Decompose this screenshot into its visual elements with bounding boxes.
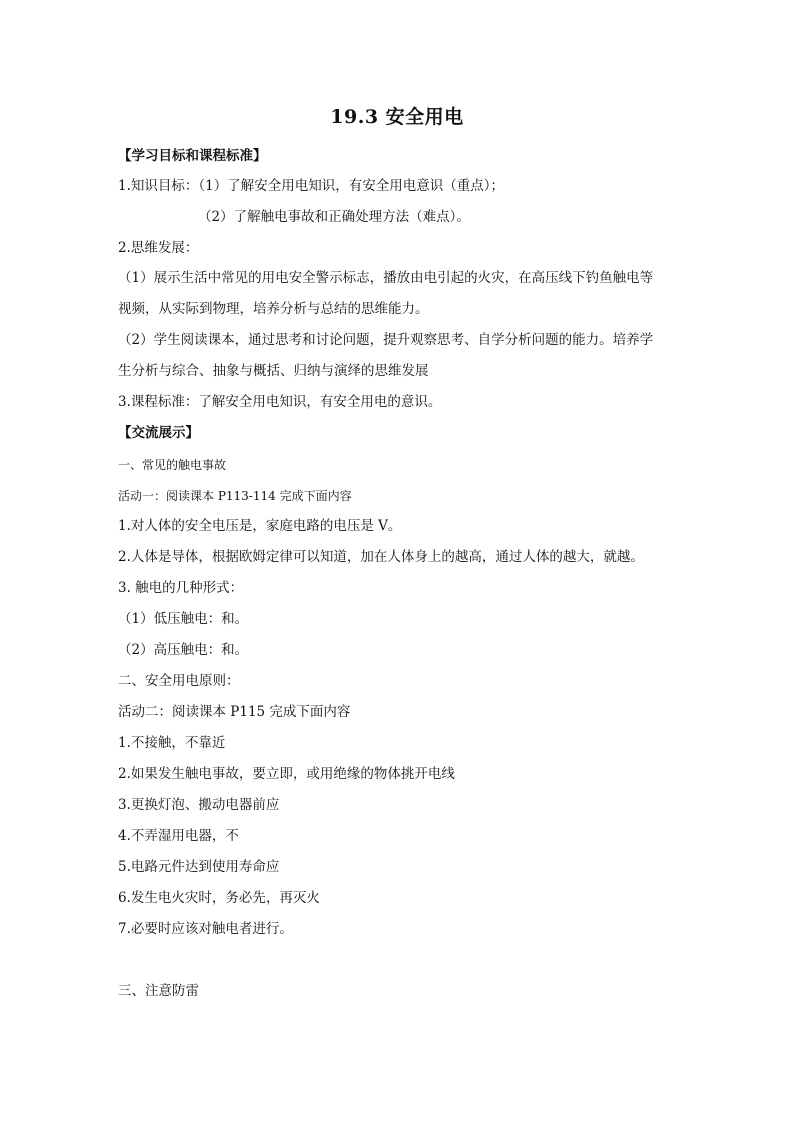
objectives-heading: 【学习目标和课程标准】 <box>118 148 267 164</box>
thinking-paragraph-1-line-1: （1）展示生活中常见的用电安全警示标志，播放由电引起的火灾，在高压线下钓鱼触电等 <box>118 270 654 286</box>
thinking-paragraph-2-line-2: 生分析与综合、抽象与概括、归纳与演绎的思维发展 <box>118 363 429 379</box>
thinking-paragraph-1-line-2: 视频，从实际到物理，培养分析与总结的思维能力。 <box>118 301 429 317</box>
knowledge-goal-2: （2）了解触电事故和正确处理方法（难点）。 <box>198 209 470 225</box>
part1-heading: 一、常见的触电事故 <box>118 458 227 472</box>
page-title: 19.3 安全用电 <box>330 106 464 128</box>
question-3: 3. 触电的几种形式： <box>118 580 244 596</box>
part3-heading: 三、注意防雷 <box>118 983 199 999</box>
knowledge-goal-1: 1.知识目标：（1）了解安全用电知识，有安全用电意识（重点）； <box>118 178 504 194</box>
activity2-text: 活动二：阅读课本 P115 完成下面内容 <box>118 704 351 720</box>
exchange-heading: 【交流展示】 <box>118 425 199 441</box>
course-standard: 3.课程标准：了解安全用电知识，有安全用电的意识。 <box>118 394 442 410</box>
activity1-text: 活动一：阅读课本 P113-114 完成下面内容 <box>118 489 352 503</box>
thinking-paragraph-2-line-1: （2）学生阅读课本，通过思考和讨论问题，提升观察思考、自学分析问题的能力。培养学 <box>118 332 654 348</box>
rule-5: 5.电路元件达到使用寿命应 <box>118 859 280 875</box>
thinking-heading: 2.思维发展： <box>118 240 199 256</box>
rule-2: 2.如果发生触电事故，要立即，或用绝缘的物体挑开电线 <box>118 766 455 782</box>
question-1: 1.对人体的安全电压是，家庭电路的电压是 V。 <box>118 518 402 534</box>
rule-1: 1.不接触，不靠近 <box>118 735 226 751</box>
rule-7: 7.必要时应该对触电者进行。 <box>118 921 293 937</box>
question-2: 2.人体是导体，根据欧姆定律可以知道，加在人体身上的越高，通过人体的越大，就越。 <box>118 549 644 565</box>
rule-4: 4.不弄湿用电器，不 <box>118 828 239 844</box>
rule-6: 6.发生电火灾时，务必先，再灭火 <box>118 890 320 906</box>
question-3-1: （1）低压触电：和。 <box>118 611 249 627</box>
rule-3: 3.更换灯泡、搬动电器前应 <box>118 797 280 813</box>
part2-heading: 二、安全用电原则： <box>118 673 240 689</box>
question-3-2: （2）高压触电：和。 <box>118 642 249 658</box>
